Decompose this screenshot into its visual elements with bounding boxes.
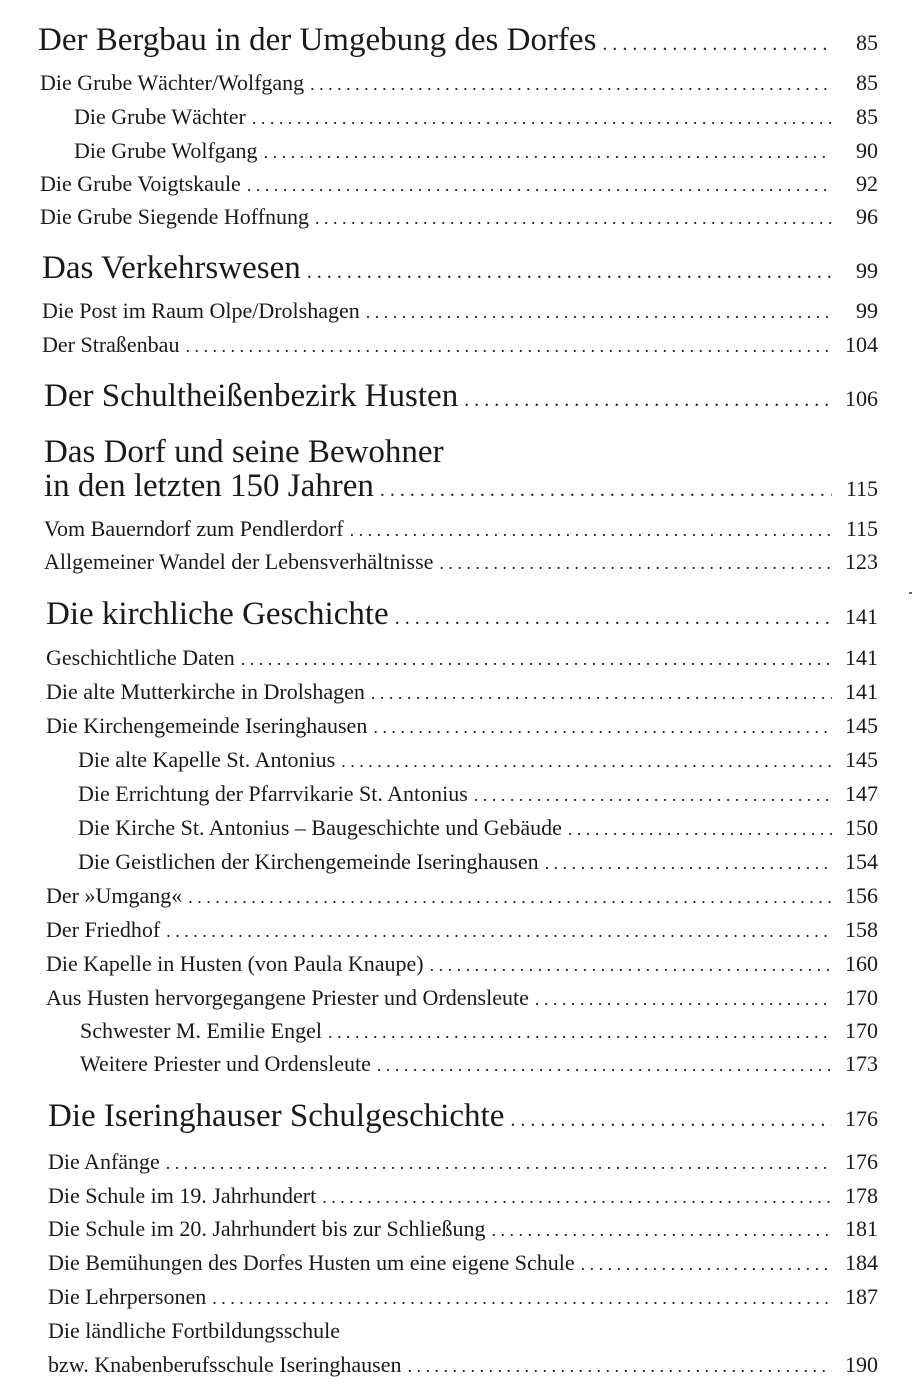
entry-title: Die Geistlichen der Kirchengemeinde Iseringhausen <box>78 849 539 874</box>
toc-entry <box>40 204 878 230</box>
toc-entry <box>48 1149 878 1175</box>
entry-title: Die Anfänge <box>48 1149 160 1174</box>
entry-page: 160 <box>845 951 878 976</box>
entry-title: Die Schule im 19. Jahrhundert <box>48 1183 317 1208</box>
toc-entry <box>46 713 878 739</box>
dot-leader <box>350 520 832 541</box>
entry-page: 156 <box>845 883 878 908</box>
toc-entry <box>46 917 878 943</box>
entry-title: Die Bemühungen des Dorfes Husten um eine eigene Schule <box>48 1250 575 1275</box>
entry-title: Die Lehrpersonen <box>48 1284 207 1309</box>
entry-page: 176 <box>845 1149 878 1174</box>
dot-leader <box>307 261 832 284</box>
entry-title: Das Verkehrswesen <box>42 250 301 286</box>
entry-page: 158 <box>845 917 878 942</box>
toc-entry <box>48 1098 878 1135</box>
entry-page: 85 <box>856 104 878 129</box>
entry-title: Die Iseringhauser Schulgeschichte <box>48 1098 505 1134</box>
dot-leader <box>310 74 832 95</box>
entry-page: 92 <box>856 171 878 196</box>
toc-entry <box>40 171 878 197</box>
entry-page: 115 <box>845 516 878 541</box>
dot-leader <box>185 336 832 357</box>
entry-page: 85 <box>856 30 878 55</box>
dot-leader <box>366 302 832 323</box>
dot-leader <box>341 751 832 772</box>
entry-page: 85 <box>856 70 878 95</box>
toc-entry <box>78 781 878 807</box>
toc-entry <box>42 250 878 287</box>
entry-page: 115 <box>845 476 878 501</box>
dot-leader <box>430 955 832 976</box>
dot-leader <box>247 175 832 196</box>
dot-leader <box>377 1055 832 1076</box>
toc-entry <box>46 596 878 633</box>
toc-entry <box>40 70 878 96</box>
toc-entry <box>46 951 878 977</box>
entry-page: 141 <box>845 679 878 704</box>
toc-entry <box>44 549 878 575</box>
entry-page: 187 <box>845 1284 878 1309</box>
toc-entry <box>48 1216 878 1242</box>
entry-page: 90 <box>856 138 878 163</box>
dot-leader <box>408 1356 832 1377</box>
dot-leader <box>491 1220 832 1241</box>
entry-page: 147 <box>845 781 878 806</box>
entry-title: Der Bergbau in der Umgebung des Dorfes <box>38 22 597 58</box>
entry-title: Der Straßenbau <box>42 332 180 357</box>
dot-leader <box>322 1187 832 1208</box>
toc-entry <box>48 1284 878 1310</box>
toc-entry <box>38 22 878 59</box>
entry-title: Die alte Kapelle St. Antonius <box>78 747 336 772</box>
entry-page: 145 <box>845 713 878 738</box>
dot-leader <box>568 819 832 840</box>
toc-entry <box>46 645 878 671</box>
entry-page: 176 <box>845 1106 878 1131</box>
toc-entry-title-line1: Die ländliche Fortbildungsschule <box>48 1318 341 1343</box>
entry-title: Aus Husten hervorgegangene Priester und Ordensleute <box>46 985 529 1010</box>
entry-page: 106 <box>845 386 878 411</box>
entry-page: 173 <box>845 1051 878 1076</box>
entry-page: 141 <box>845 645 878 670</box>
dot-leader <box>212 1288 832 1309</box>
entry-title: Schwester M. Emilie Engel <box>80 1018 322 1043</box>
entry-title: in den letzten 150 Jahren <box>44 468 374 504</box>
dot-leader <box>252 108 832 129</box>
dot-leader <box>166 1153 832 1174</box>
dot-leader <box>510 1109 832 1132</box>
entry-title: Die Grube Wächter <box>74 104 246 129</box>
entry-page: 96 <box>856 204 878 229</box>
dot-leader <box>535 989 832 1010</box>
dot-leader <box>328 1022 832 1043</box>
entry-page: 99 <box>856 298 878 323</box>
toc-entry <box>44 468 878 505</box>
entry-title: Die Kirche St. Antonius – Baugeschichte und Gebäude <box>78 815 562 840</box>
entry-title: Die Grube Siegende Hoffnung <box>40 204 310 229</box>
scan-speck <box>909 592 912 594</box>
entry-title: Die Errichtung der Pfarrvikarie St. Antonius <box>78 781 468 806</box>
entry-title: Die Kapelle in Husten (von Paula Knaupe) <box>46 951 424 976</box>
dot-leader <box>371 683 832 704</box>
entry-title: Allgemeiner Wandel der Lebensverhältnisse <box>44 549 434 574</box>
dot-leader <box>166 921 832 942</box>
dot-leader <box>380 479 832 502</box>
toc-entry <box>74 138 878 164</box>
entry-page: 141 <box>845 604 878 629</box>
toc-entry <box>78 747 878 773</box>
entry-title: Der Schultheißenbezirk Husten <box>44 378 459 414</box>
toc-entry <box>44 378 878 415</box>
entry-page: 190 <box>845 1352 878 1377</box>
dot-leader <box>545 853 832 874</box>
entry-page: 104 <box>845 332 878 357</box>
toc-entry-title-line1: Das Dorf und seine Bewohner <box>44 434 444 470</box>
entry-title: Der »Umgang« <box>46 883 183 908</box>
entry-page: 181 <box>845 1216 878 1241</box>
dot-leader <box>464 389 832 412</box>
dot-leader <box>581 1254 832 1275</box>
entry-title: Der Friedhof <box>46 917 161 942</box>
toc-entry <box>78 849 878 875</box>
toc-entry <box>74 104 878 130</box>
toc-entry <box>46 985 878 1011</box>
entry-page: 154 <box>845 849 878 874</box>
entry-title: Die kirchliche Geschichte <box>46 596 389 632</box>
entry-title: Die Post im Raum Olpe/Drolshagen <box>42 298 360 323</box>
toc-entry <box>80 1051 878 1077</box>
toc-entry <box>48 1183 878 1209</box>
entry-title: Geschichtliche Daten <box>46 645 235 670</box>
entry-title: Vom Bauerndorf zum Pendlerdorf <box>44 516 344 541</box>
dot-leader <box>315 208 832 229</box>
entry-page: 150 <box>845 815 878 840</box>
entry-page: 123 <box>845 549 878 574</box>
dot-leader <box>373 717 832 738</box>
dot-leader <box>602 33 832 56</box>
toc-entry <box>78 815 878 841</box>
entry-title: Weitere Priester und Ordensleute <box>80 1051 371 1076</box>
entry-title: Die alte Mutterkirche in Drolshagen <box>46 679 365 704</box>
entry-title: Die Grube Wolfgang <box>74 138 258 163</box>
dot-leader <box>264 142 832 163</box>
dot-leader <box>188 887 832 908</box>
entry-title: bzw. Knabenberufsschule Iseringhausen <box>48 1352 402 1377</box>
toc-entry <box>80 1018 878 1044</box>
entry-page: 170 <box>845 1018 878 1043</box>
dot-leader <box>474 785 832 806</box>
toc-entry <box>44 516 878 542</box>
entry-page: 99 <box>856 258 878 283</box>
toc-entry <box>46 883 878 909</box>
toc-entry <box>42 332 878 358</box>
entry-title: Die Kirchengemeinde Iseringhausen <box>46 713 368 738</box>
entry-title: Die Schule im 20. Jahrhundert bis zur Schließung <box>48 1216 486 1241</box>
entry-title: Die Grube Voigtskaule <box>40 171 241 196</box>
dot-leader <box>439 553 832 574</box>
toc-entry <box>46 679 878 705</box>
toc-entry <box>42 298 878 324</box>
entry-page: 170 <box>845 985 878 1010</box>
entry-page: 184 <box>845 1250 878 1275</box>
toc-entry <box>48 1352 878 1378</box>
dot-leader <box>395 607 832 630</box>
entry-page: 145 <box>845 747 878 772</box>
dot-leader <box>241 649 832 670</box>
toc-entry <box>48 1250 878 1276</box>
entry-title: Die Grube Wächter/Wolfgang <box>40 70 305 95</box>
entry-page: 178 <box>845 1183 878 1208</box>
